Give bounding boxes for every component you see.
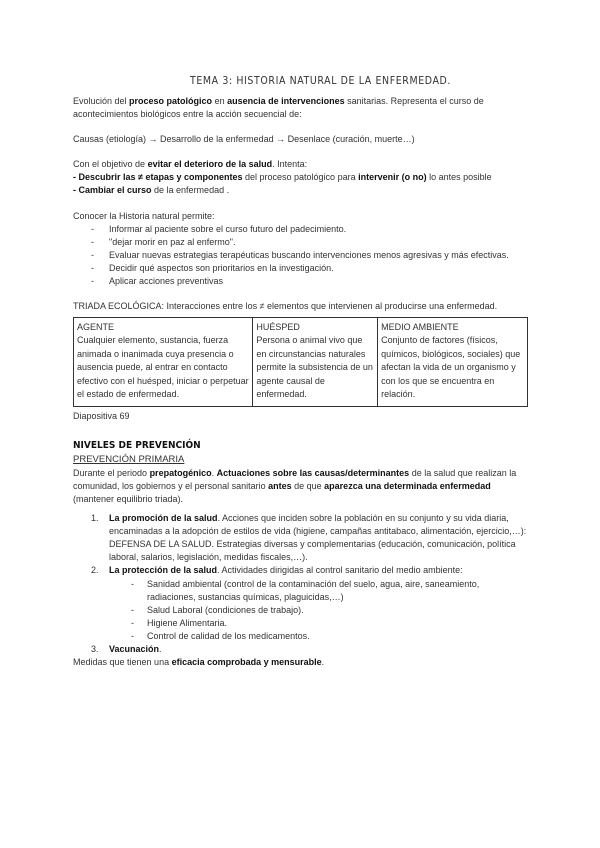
list-item: - Sanidad ambiental (control de la contaminación del suelo, agua, aire, saneamiento, radiaciones, sustancias químicas, plaguicidas,…) [131,578,528,604]
triad-table [73,317,528,407]
bold-text: aparezca una determinada enfermedad [324,481,491,492]
text: . Intenta: [272,159,308,170]
dash: - Descubrir las ≠ [73,172,146,183]
natural-history-heading: Conocer la Historia natural permite: [73,210,215,221]
text: de la salud que realizan la comunidad, los gobiernos y el personal sanitario [73,468,517,492]
prevention-list [73,512,528,656]
table-cell-huesped [253,317,378,406]
text: sanitarias. Representa el curso de acontecimientos biológicos entre la acción secuencial de: [73,96,484,120]
bold-text: Actuaciones sobre las causas/determinantes [216,468,410,479]
objective-line [73,158,528,171]
primary-prevention-paragraph [73,467,528,506]
cell-text: Conjunto de factores (físicos, químicos, biológicos, sociales) que afectan la vida de un organismo y con los que se encuentra en relación. [381,335,521,400]
text: Durante el periodo [73,468,150,479]
objective-item-1 [73,171,528,184]
text: . Acciones que inciden sobre la población en su conjunto y su vida diaria, encaminadas a la adopción de estilos de vida (higiene, campañas antitabaco, alimentación, ejercicio,…): DEFENSA DE LA SALUD. Estrategias diversas y complementarias (educación, comunicación, política laboral, salarios, legislación, medidas fiscales,…). [109,513,527,563]
bold-text: proceso patológico [129,96,213,107]
text: Medidas que tienen una [73,656,172,667]
list-item: - Informar al paciente sobre el curso futuro del padecimiento. [91,223,528,236]
list-item: - Higiene Alimentaria. [131,617,528,630]
bold-text: intervenir (o no) [358,172,427,183]
prevention-heading: NIVELES DE PREVENCIÓN [73,439,201,451]
triad-heading: TRIADA ECOLÓGICA: Interacciones entre los ≠ elementos que intervienen al producirse una enfermedad. [73,300,498,311]
cell-text: Persona o animal vivo que en circunstancias naturales permite la subsistencia de un agente causal de enfermedad. [256,335,373,400]
bold-text: La protección de la salud [109,565,218,576]
table-cell-medio-ambiente [378,317,528,406]
text: Con el objetivo de [73,159,148,170]
text: del proceso patológico para [242,172,359,183]
bold-text: evitar el deterioro de la salud [147,159,273,170]
dash: - [73,185,79,196]
text: de que [291,481,325,492]
list-item [91,564,528,642]
bold-text: antes [268,481,292,492]
bold-text: prepatogénico [149,468,212,479]
text: . Actividades dirigidas al control sanitario del medio ambiente: [217,565,463,576]
bold-text: ausencia de intervenciones [227,96,345,107]
slide-note: Diapositiva 69 [73,410,130,421]
bold-text: La promoción de la salud [109,513,218,524]
list-item: - Decidir qué aspectos son prioritarios en la investigación. [91,262,528,275]
primary-prevention-subheading: PREVENCIÓN PRIMARIA [73,454,185,466]
list-item: - Salud Laboral (condiciones de trabajo). [131,604,528,617]
list-item: - Evaluar nuevas estrategias terapéuticas buscando intervenciones menos agresivas y más efectivas. [91,249,528,262]
text: Evolución del [73,96,130,107]
cell-title: AGENTE [77,321,115,332]
list-number: 3. [91,643,99,654]
list-item: - "dejar morir en paz al enfermo". [91,236,528,249]
text: (mantener equilibrio triada). [73,494,184,505]
text: de la enfermedad . [151,185,230,196]
natural-history-list [73,223,528,288]
list-number: 1. [91,513,99,524]
cell-title: MEDIO AMBIENTE [381,321,459,332]
document-page [73,74,528,669]
cell-text: Cualquier elemento, sustancia, fuerza animada o inanimada cuya presencia o ausencia puede, al entrar en contacto efectivo con el huésped, iniciar o perpetuar el estado de enfermedad. [77,335,249,400]
bold-text: Vacunación [109,643,160,654]
bold-text: eficacia comprobada y mensurable [171,656,322,667]
final-line [73,656,528,669]
page-title: TEMA 3: HISTORIA NATURAL DE LA ENFERMEDAD. [189,75,452,87]
objective-item-2 [73,184,528,197]
bold-text: Cambiar el curso [78,185,152,196]
list-number: 2. [91,565,99,576]
bold-text: etapas y componentes [145,172,243,183]
list-item [91,512,528,564]
list-item: - Control de calidad de los medicamentos. [131,630,528,643]
text: . [211,468,217,479]
sequence-line: Causas (etiología) → Desarrollo de la enfermedad → Desenlace (curación, muerte…) [73,134,415,145]
text: en [212,96,228,107]
text: lo antes posible [426,172,492,183]
list-item: - Aplicar acciones preventivas [91,275,528,288]
list-item [91,643,528,656]
table-cell-agente [74,317,253,406]
intro-paragraph [73,95,528,121]
cell-title: HUÉSPED [256,321,300,332]
protection-sublist [109,578,528,643]
text: . [321,656,325,667]
table-row [74,317,528,406]
text: . [159,643,162,654]
